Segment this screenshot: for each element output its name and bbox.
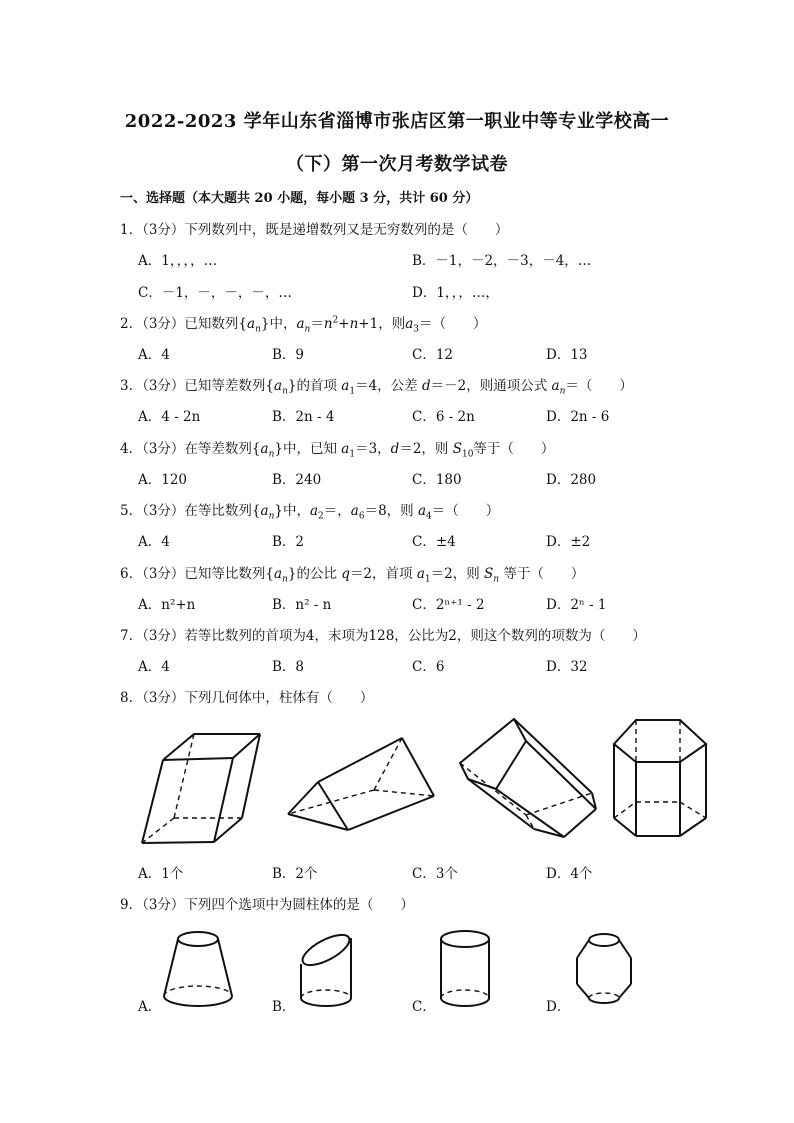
question-7-stem: 7．（3分）若等比数列的首项为4，末项为128，公比为2，则这个数列的项数为（ ） xyxy=(120,628,646,644)
question-5-stem: 5．（3分）在等比数列$\{a_n\}$中，$a_2=$，$a_6=8$，则 $a_4=$（ ） xyxy=(120,503,500,522)
figure-oblique-cut-cylinder xyxy=(296,928,356,1013)
question-3-stem: 3．（3分）已知等差数列$\{a_n\}$的首项 $a_1=4$，公差 d＝－2，则通项公式 $a_n=$（ ） xyxy=(120,378,633,397)
question-7-option-d: D．32 xyxy=(546,659,588,675)
question-4-option-a: A．120 xyxy=(138,472,188,488)
question-3-option-a: A．4 - 2n xyxy=(138,409,201,425)
question-9-option-b: B． xyxy=(272,999,296,1015)
question-9-option-c: C． xyxy=(412,999,436,1015)
question-5-option-d: D．±2 xyxy=(546,534,591,550)
question-2-stem: 2．（3分）已知数列$\{a_n\}$中，$a_n=n^2+n+1$，则$a_3=$（ ） xyxy=(120,315,487,335)
question-3-option-d: D．2n - 6 xyxy=(546,409,610,425)
question-1-option-a: A．1，，，，… xyxy=(138,253,218,269)
exam-title-line2: （下）第一次月考数学试卷 xyxy=(286,154,508,175)
question-1-option-d: D．1，，，…， xyxy=(412,285,499,301)
question-7-option-c: C．6 xyxy=(412,659,445,675)
question-8-option-b: B．2个 xyxy=(272,866,318,882)
question-1-stem: 1．（3分）下列数列中，既是递增数列又是无穷数列的是（ ） xyxy=(120,222,509,238)
question-2-option-b: B．9 xyxy=(272,347,305,363)
question-8-option-a: A．1个 xyxy=(138,866,184,882)
figure-triangular-prism xyxy=(282,734,442,844)
question-8-option-d: D．4个 xyxy=(546,866,593,882)
question-4-stem: 4．（3分）在等差数列$\{a_n\}$中，已知 $a_1=3$，d＝2，则 $S_{10}$等于（ ） xyxy=(120,441,555,460)
exam-title-line1: 2022-2023 学年山东省淄博市张店区第一职业中等专业学校高一 xyxy=(124,111,670,132)
question-6-option-c: C．2ⁿ⁺¹ - 2 xyxy=(412,597,485,613)
figure-parallelepiped xyxy=(138,728,268,848)
question-1-option-b: B．－1，－2，－3，－4，… xyxy=(412,253,592,269)
question-2-option-c: C．12 xyxy=(412,347,454,363)
question-1-option-c: C．－1，－，－，－，… xyxy=(138,285,292,301)
question-5-option-a: A．4 xyxy=(138,534,170,550)
question-4-option-b: B．240 xyxy=(272,472,322,488)
section-heading: 一、选择题（本大题共 20 小题，每小题 3 分，共计 60 分） xyxy=(120,191,479,206)
question-9-option-a: A． xyxy=(138,999,162,1015)
question-8-option-c: C．3个 xyxy=(412,866,458,882)
figure-hexagonal-prism xyxy=(610,716,710,844)
figure-cylinder-with-cones xyxy=(574,928,634,1013)
question-5-option-b: B．2 xyxy=(272,534,305,550)
question-6-option-b: B．n² - n xyxy=(272,597,332,613)
question-6-option-d: D．2ⁿ - 1 xyxy=(546,597,607,613)
question-6-stem: 6．（3分）已知等比数列$\{a_n\}$的公比 q＝2，首项 $a_1=2$，则 $S_n$ 等于（ ） xyxy=(120,566,585,585)
question-3-option-b: B．2n - 4 xyxy=(272,409,335,425)
question-4-option-d: D．280 xyxy=(546,472,597,488)
figure-cylinder xyxy=(438,928,494,1013)
question-3-option-c: C．6 - 2n xyxy=(412,409,475,425)
figure-frustum xyxy=(162,930,234,1012)
question-7-option-a: A．4 xyxy=(138,659,170,675)
question-8-stem: 8．（3分）下列几何体中，柱体有（ ） xyxy=(120,690,374,706)
figure-pentagonal-prism xyxy=(456,713,601,843)
question-5-option-c: C．±4 xyxy=(412,534,456,550)
question-2-option-d: D．13 xyxy=(546,347,588,363)
question-4-option-c: C．180 xyxy=(412,472,462,488)
question-7-option-b: B．8 xyxy=(272,659,305,675)
question-2-option-a: A．4 xyxy=(138,347,170,363)
question-9-option-d: D． xyxy=(546,999,571,1015)
question-6-option-a: A．n²+n xyxy=(138,597,196,613)
question-9-stem: 9．（3分）下列四个选项中为圆柱体的是（ ） xyxy=(120,897,414,913)
